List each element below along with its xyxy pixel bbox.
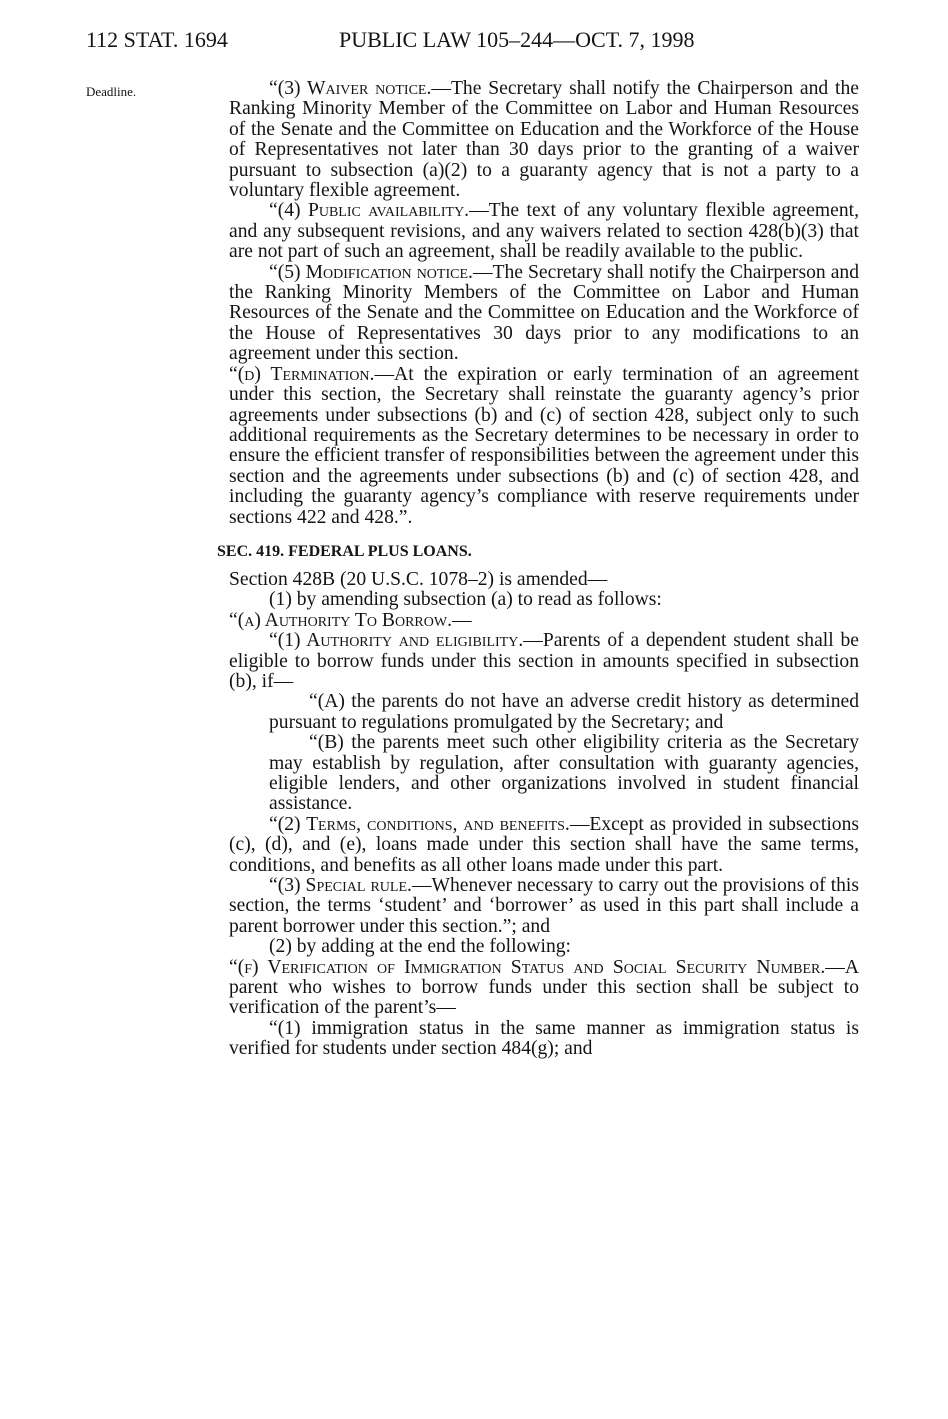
paragraph-immigration-status: “(1) immigration status in the same manner as immigration status is verified for students under section 484(g); and xyxy=(229,1017,859,1060)
heading-authority-eligibility: “(1) Authority and eligibility. xyxy=(269,630,524,652)
section-heading: SEC. 419. FEDERAL PLUS LOANS. xyxy=(217,542,472,560)
paragraph-special-rule xyxy=(229,876,859,937)
paragraph-termination xyxy=(229,365,859,528)
paragraph-verification xyxy=(229,958,859,1019)
heading-modification-notice: “(5) Modification notice. xyxy=(269,261,473,283)
heading-special-rule: “(3) Special rule. xyxy=(269,875,412,897)
paragraph-terms-conditions xyxy=(229,815,859,876)
paragraph-modification-notice xyxy=(229,263,859,365)
paragraph-subpara-b: “(B) the parents meet such other eligibility criteria as the Secretary may establish by regulation, after consultation with guaranty agencies, eligible lenders, and other organizations involved in student financial assistance. xyxy=(269,732,859,815)
paragraph-public-availability xyxy=(229,201,859,262)
statute-page-number: 112 STAT. 1694 xyxy=(86,27,228,52)
heading-public-availability: “(4) Public availability. xyxy=(269,200,470,222)
paragraph-section-amended: Section 428B (20 U.S.C. 1078–2) is amended— xyxy=(229,568,608,590)
text-waiver-notice: —The Secretary shall notify the Chairperson and the Ranking Minority Member of the Committee on Labor and Human Resources of the Senate and the Committee on Education and the Workforce of the House of Representatives not later than 30 days prior to the granting of a waiver pursuant to subsection (a)(2) to a guaranty agency that is not a party to a voluntary flexible agreement. xyxy=(229,78,859,202)
paragraph-subpara-a: “(A) the parents do not have an adverse credit history as determined pursuant to regulations promulgated by the Secretary; and xyxy=(269,691,859,733)
heading-termination: “(d) Termination. xyxy=(229,363,375,385)
text-verification: —A parent who wishes to borrow funds under this section shall be subject to verification of the parent’s— xyxy=(229,956,859,1019)
heading-verification: “(f) Verification of Immigration Status and Social Security Number. xyxy=(229,956,826,978)
heading-waiver-notice: “(3) Waiver notice. xyxy=(269,78,432,99)
public-law-citation: PUBLIC LAW 105–244—OCT. 7, 1998 xyxy=(339,27,695,52)
paragraph-adding-at-end: (2) by adding at the end the following: xyxy=(269,936,572,958)
heading-authority-to-borrow: “(a) Authority To Borrow.— xyxy=(229,609,472,631)
paragraph-authority-eligibility xyxy=(229,631,859,692)
text-terms-conditions: —Except as provided in subsections (c), (d), and (e), loans made under this section shall have the same terms, conditions, and benefits as all other loans made under this part. xyxy=(229,813,859,876)
text-special-rule: —Whenever necessary to carry out the provisions of this section, the terms ‘student’ and ‘borrower’ as used in this part shall include a parent borrower under this section.”; and xyxy=(229,875,860,937)
text-public-availability: —The text of any voluntary flexible agreement, and any subsequent revisions, and any waivers related to section 428(b)(3) that are not part of such an agreement, shall be readily available to the public. xyxy=(229,200,859,263)
document-body xyxy=(217,78,860,1060)
text-authority-eligibility: —Parents of a dependent student shall be eligible to borrow funds under this section in amounts specified in subsection (b), if— xyxy=(229,630,859,692)
margin-note-deadline: Deadline. xyxy=(86,84,137,99)
paragraph-amend-subsection-a: (1) by amending subsection (a) to read as follows: xyxy=(269,589,662,611)
text-termination: —At the expiration or early termination of an agreement under this section, the Secretary shall reinstate the guaranty agency’s prior agreements under subsections (b) and (c) of section 428, subject only to such additional requirements as the Secretary determines to be necessary in order to ensure the efficient transfer of responsibilities between the agreement under this section and the agreements under subsections (b) and (c) of section 428, and including the guaranty agency’s compliance with reserve requirements under sections 422 and 428.”. xyxy=(229,363,859,528)
text-modification-notice: —The Secretary shall notify the Chairperson and the Ranking Minority Members of the Committee on Labor and Human Resources of the Senate and the Committee on Education and the Workforce of the House of Representatives 30 days prior to any modifications to an agreement under this section. xyxy=(229,261,859,365)
paragraph-waiver-notice xyxy=(229,79,859,201)
heading-terms-conditions: “(2) Terms, conditions, and benefits. xyxy=(269,813,570,835)
